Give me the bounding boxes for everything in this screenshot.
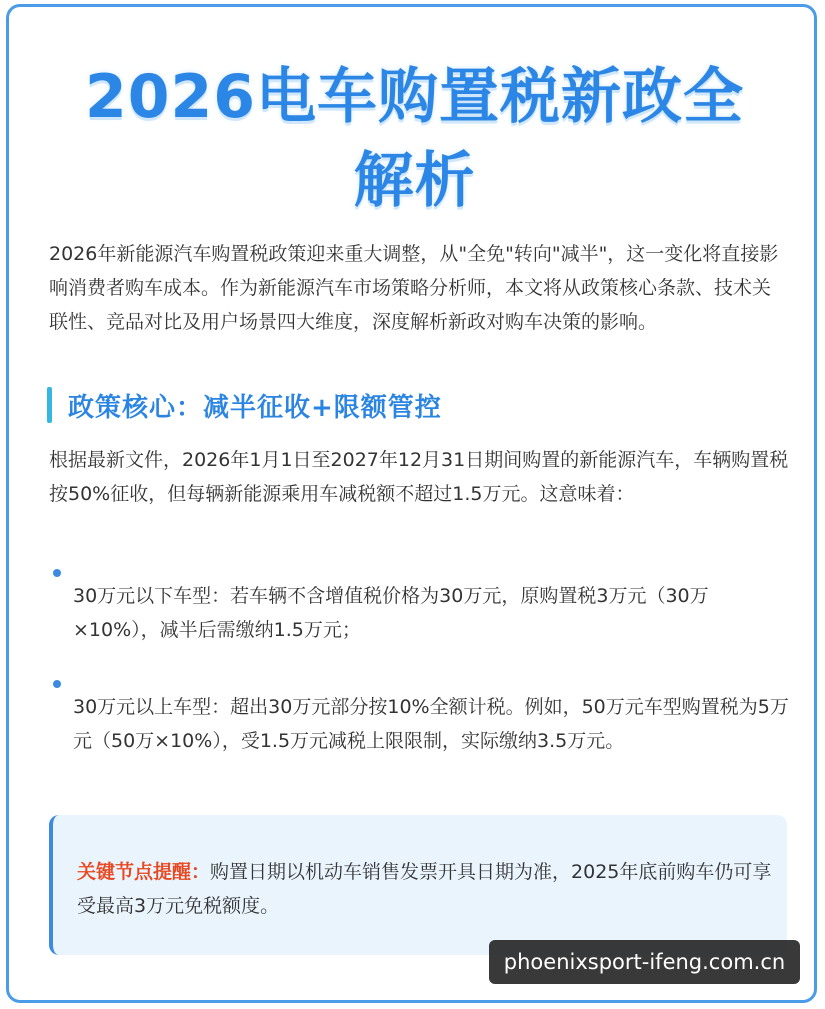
bullet-dot-icon bbox=[53, 680, 61, 688]
bullet-dot-icon bbox=[53, 569, 61, 577]
page-title bbox=[9, 55, 817, 223]
section-heading-text: 政策核心：减半征收+限额管控 bbox=[68, 392, 442, 423]
callout-body: 购置日期以机动车销售发票开具日期为准，2025年底前购车仍可享受最高3万元免税额度。 bbox=[77, 861, 772, 917]
watermark-badge: phoenixsport-ifeng.com.cn bbox=[489, 940, 800, 984]
section-accent-bar bbox=[47, 387, 52, 423]
list-item: 30万元以上车型：超出30万元部分按10%全额计税。例如，50万元车型购置税为5万元（50万×10%），受1.5万元减税上限限制，实际缴纳3.5万元。 bbox=[73, 696, 789, 752]
article-card bbox=[6, 4, 817, 1003]
title-line-2: 解析 bbox=[353, 146, 476, 216]
policy-basis-paragraph: 根据最新文件，2026年1月1日至2027年12月31日期间购置的新能源汽车，车辆购置税按50%征收，但每辆新能源乘用车减税额不超过1.5万元。这意味着： bbox=[49, 449, 789, 505]
section-heading bbox=[47, 385, 442, 425]
key-reminder-callout bbox=[49, 815, 787, 955]
title-line-1: 2026电车购置税新政全 bbox=[85, 62, 744, 132]
list-item: 30万元以下车型：若车辆不含增值税价格为30万元，原购置税3万元（30万×10%），减半后需缴纳1.5万元； bbox=[73, 585, 709, 641]
callout-text bbox=[77, 855, 777, 923]
intro-paragraph: 2026年新能源汽车购置税政策迎来重大调整，从"全免"转向"减半"，这一变化将直接影响消费者购车成本。作为新能源汽车市场策略分析师，本文将从政策核心条款、技术关联性、竞品对比及用户场景四大维度，深度解析新政对购车决策的影响。 bbox=[49, 243, 779, 333]
callout-key-label: 关键节点提醒： bbox=[77, 861, 211, 883]
